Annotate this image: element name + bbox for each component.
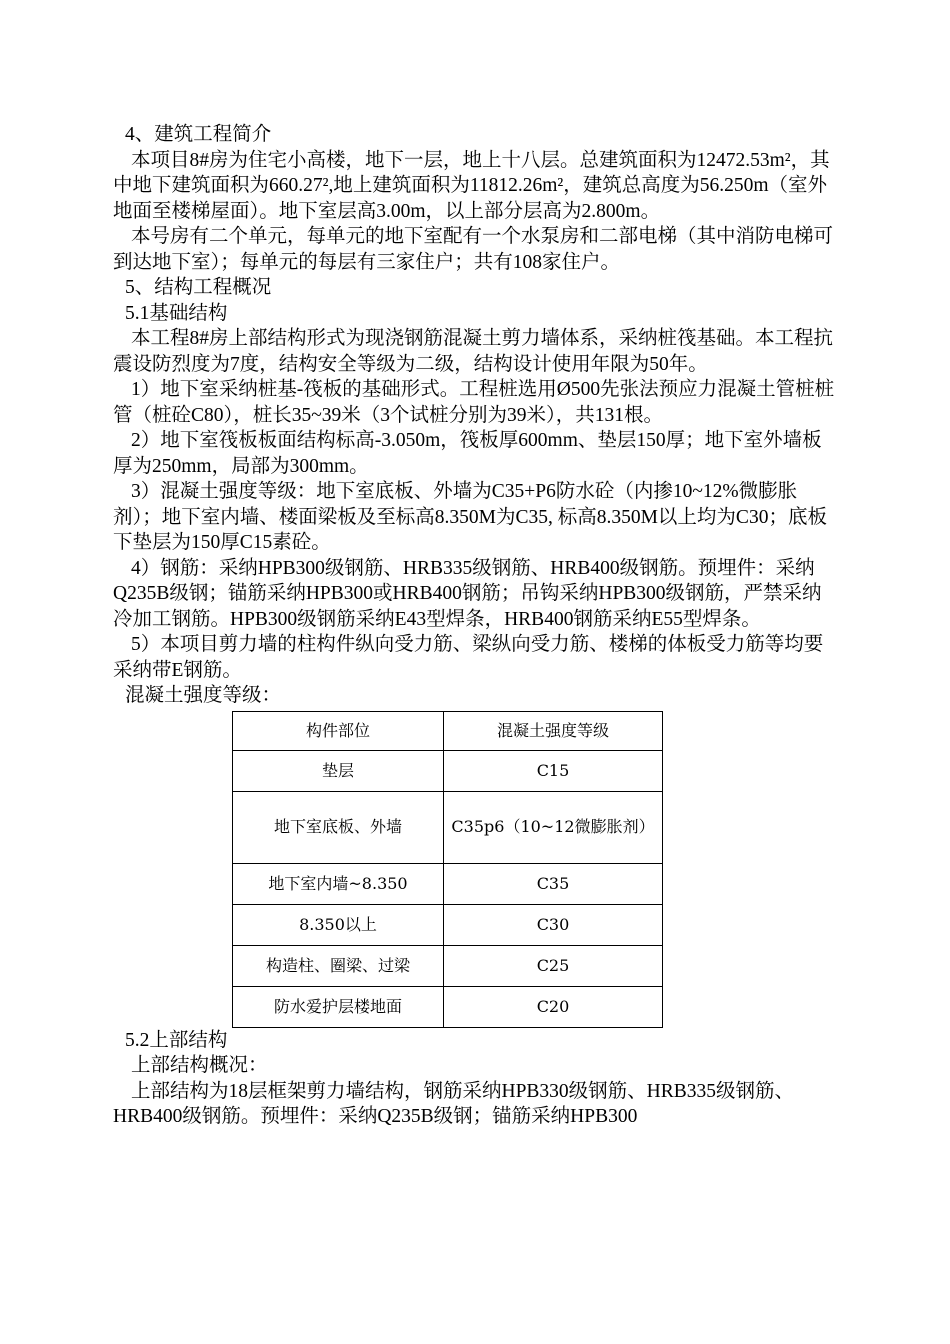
list-item-3 xyxy=(113,479,837,556)
section-4-paragraph-1-text: 本项目8#房为住宅小高楼，地下一层，地上十八层。总建筑面积为12472.53m²，其中地下建筑面积为660.27²,地上建筑面积为11812.26m²，建筑总高度为56.250m（室外地面至楼梯屋面）。地下室层高3.00m，以上部分层高为2.800m。 xyxy=(113,149,830,222)
document-page xyxy=(113,122,837,1130)
table-header-row xyxy=(233,711,663,750)
section-5-1-paragraph xyxy=(113,326,837,377)
section-5-2-paragraph xyxy=(113,1079,837,1130)
table-header-cell: 构件部位 xyxy=(233,711,444,750)
table-header-cell: 混凝土强度等级 xyxy=(444,711,663,750)
list-item-5 xyxy=(113,632,837,683)
section-4-paragraph-1 xyxy=(113,148,837,225)
table-cell-grade: C20 xyxy=(444,986,663,1027)
section-5-2-title: 5.2上部结构 xyxy=(125,1029,228,1051)
list-item-2 xyxy=(113,428,837,479)
list-item-3-text: 3）混凝土强度等级：地下室底板、外墙为C35+P6防水砼（内掺10~12%微膨胀剂）；地下室内墙、楼面梁板及至标高8.350M为C35, 标高8.350M以上均为C30；底板下垫层为150厚C15素砼。 xyxy=(113,481,827,553)
table-row xyxy=(233,791,663,863)
section-5-1-paragraph-text: 本工程8#房上部结构形式为现浇钢筋混凝土剪力墙体系，采纳桩筏基础。本工程抗震设防烈度为7度，结构安全等级为二级，结构设计使用年限为50年。 xyxy=(113,328,834,375)
table-row xyxy=(233,750,663,791)
table-cell-part: 8.350以上 xyxy=(233,904,444,945)
list-item-4 xyxy=(113,556,837,633)
table-row xyxy=(233,863,663,904)
table-cell-grade: C30 xyxy=(444,904,663,945)
list-item-2-text: 2）地下室筏板板面结构标高-3.050m，筏板厚600mm、垫层150厚；地下室外墙板厚为250mm，局部为300mm。 xyxy=(113,430,822,477)
table-cell-part: 地下室内墙~8.350 xyxy=(233,863,444,904)
list-item-1 xyxy=(113,377,837,428)
section-4-title: 4、建筑工程简介 xyxy=(125,124,272,145)
table-cell-part: 垫层 xyxy=(233,750,444,791)
table-cell-part: 防水爱护层楼地面 xyxy=(233,986,444,1027)
list-item-5-text: 5）本项目剪力墙的柱构件纵向受力筋、梁纵向受力筋、楼梯的体板受力筋等均要采纳带E钢筋。 xyxy=(113,634,824,681)
table-row xyxy=(233,904,663,945)
table-cell-part: 构造柱、圈梁、过梁 xyxy=(233,945,444,986)
section-5-2-subtitle xyxy=(113,1053,837,1079)
section-5-title: 5、结构工程概况 xyxy=(125,277,272,298)
section-5-2-paragraph-text: 上部结构为18层框架剪力墙结构，钢筋采纳HPB330级钢筋、HRB335级钢筋、HRB400级钢筋。预埋件：采纳Q235B级钢；锚筋采纳HPB300 xyxy=(113,1080,795,1127)
list-item-1-text: 1）地下室采纳桩基-筏板的基础形式。工程桩选用Ø500先张法预应力混凝土管桩桩管（桩砼C80），桩长35~39米（3个试桩分别为39米），共131根。 xyxy=(113,379,835,426)
section-5-2-subtitle-text: 上部结构概况： xyxy=(131,1055,268,1076)
list-item-4-text: 4）钢筋：采纳HPB300级钢筋、HRB335级钢筋、HRB400级钢筋。预埋件：采纳Q235B级钢；锚筋采纳HPB300或HRB400钢筋；吊钩采纳HPB300级钢筋，严禁采纳冷加工钢筋。HPB300级钢筋采纳E43型焊条，HRB400钢筋采纳E55型焊条。 xyxy=(113,557,822,630)
table-cell-grade: C35 xyxy=(444,863,663,904)
table-caption: 混凝土强度等级： xyxy=(125,685,282,706)
section-5-1-title: 5.1基础结构 xyxy=(125,302,228,324)
concrete-grade-table xyxy=(232,711,663,1028)
table-row xyxy=(233,945,663,986)
table-row xyxy=(233,986,663,1027)
table-cell-grade: C25 xyxy=(444,945,663,986)
section-4-paragraph-2-text: 本号房有二个单元，每单元的地下室配有一个水泵房和二部电梯（其中消防电梯可到达地下室）；每单元的每层有三家住户；共有108家住户。 xyxy=(113,226,834,273)
table-cell-grade: C15 xyxy=(444,750,663,791)
concrete-grade-table-wrapper xyxy=(232,711,837,1028)
section-4-paragraph-2 xyxy=(113,224,837,275)
table-cell-grade: C35p6（10~12微膨胀剂） xyxy=(444,791,663,863)
table-cell-part: 地下室底板、外墙 xyxy=(233,791,444,863)
